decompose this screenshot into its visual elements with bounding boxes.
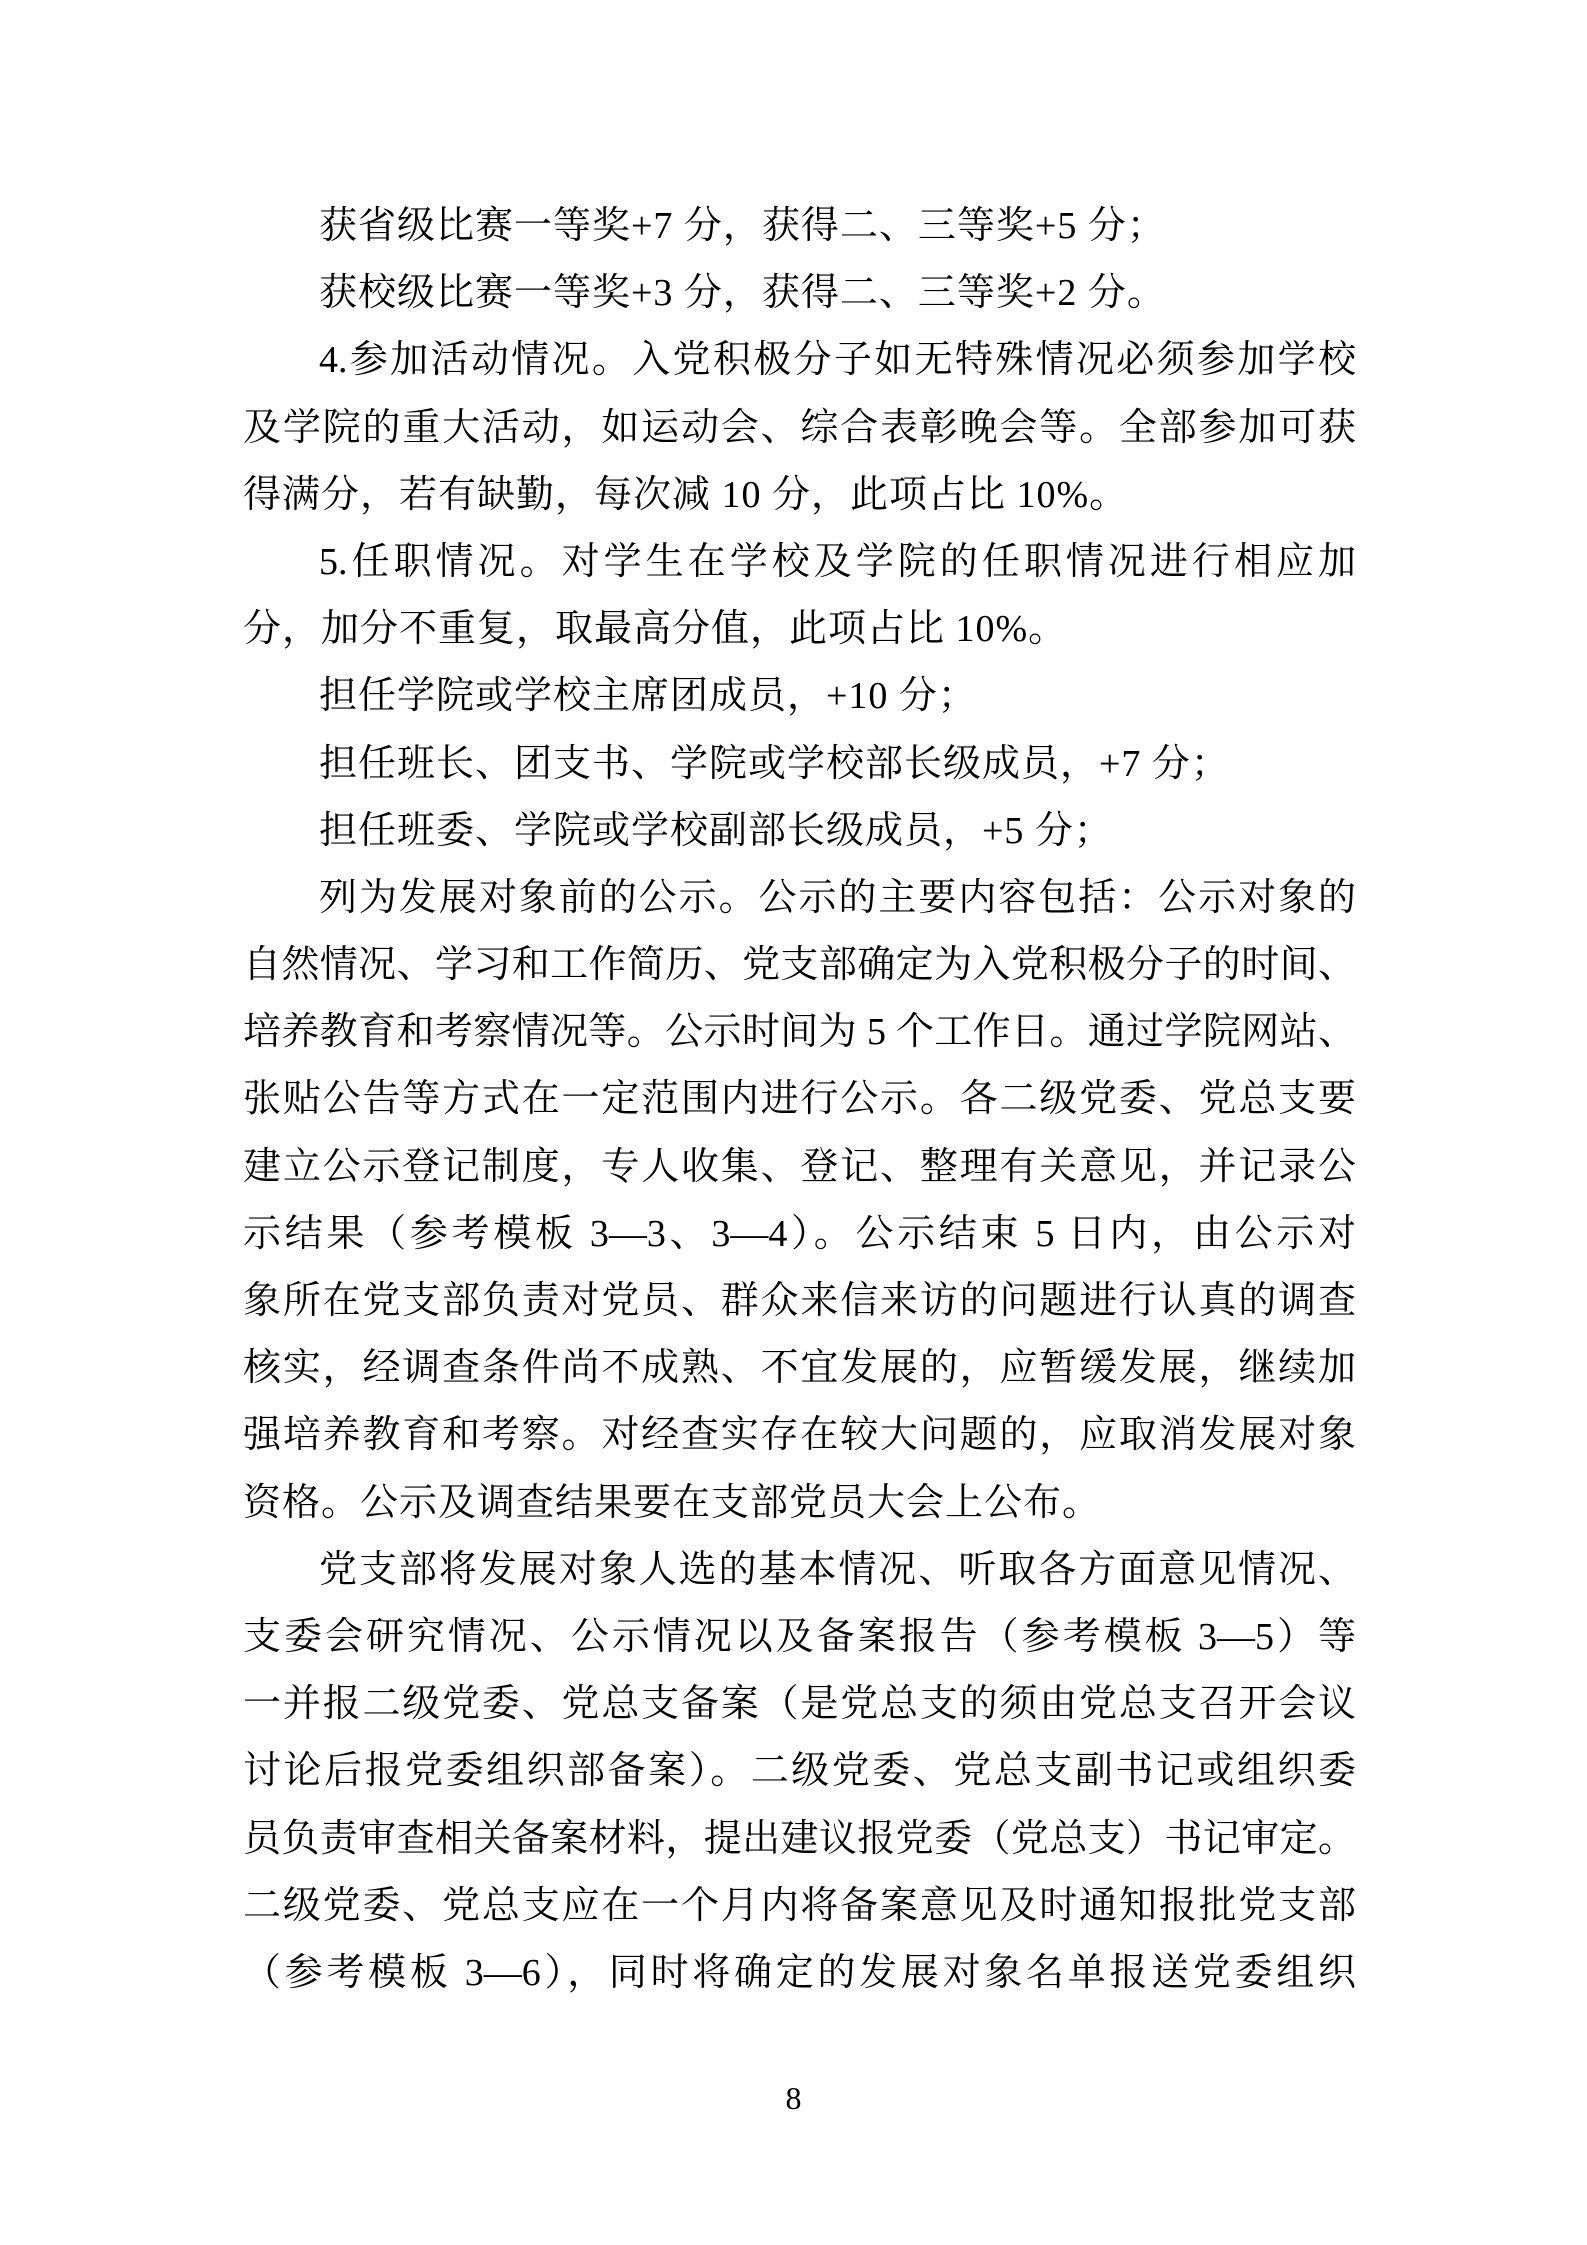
text-line: 担任班委、学院或学校副部长级成员，+5 分； xyxy=(319,809,1113,852)
page-number: 8 xyxy=(785,2080,802,2116)
text-line: 及学院的重大活动，如运动会、综合表彰晚会等。全部参加可获 xyxy=(243,406,1356,449)
text-line: 员负责审查相关备案材料，提出建议报党委（党总支）书记审定。 xyxy=(243,1817,1356,1860)
text-line: 担任班长、团支书、学院或学校部长级成员，+7 分； xyxy=(319,742,1230,785)
text-line: 象所在党支部负责对党员、群众来信来访的问题进行认真的调查 xyxy=(243,1280,1356,1322)
text-line: （参考模板 3—6），同时将确定的发展对象名单报送党委组织 xyxy=(243,1951,1356,1994)
text-line: 二级党委、党总支应在一个月内将备案意见及时通知报批党支部 xyxy=(243,1884,1356,1927)
text-line: 建立公示登记制度，专人收集、登记、整理有关意见，并记录公 xyxy=(243,1145,1356,1188)
text-line: 核实，经调查条件尚不成熟、不宜发展的，应暂缓发展，继续加 xyxy=(243,1347,1356,1390)
text-line: 分，加分不重复，取最高分值，此项占比 10%。 xyxy=(243,608,1068,651)
text-line: 4.参加活动情况。入党积极分子如无特殊情况必须参加学校 xyxy=(319,339,1356,382)
text-line: 列为发展对象前的公示。公示的主要内容包括：公示对象的 xyxy=(319,876,1356,919)
text-line: 党支部将发展对象人选的基本情况、听取各方面意见情况、 xyxy=(319,1548,1356,1591)
text-line: 培养教育和考察情况等。公示时间为 5 个工作日。通过学院网站、 xyxy=(243,1011,1356,1054)
text-line: 支委会研究情况、公示情况以及备案报告（参考模板 3—5）等 xyxy=(243,1615,1356,1658)
text-line: 一并报二级党委、党总支备案（是党总支的须由党总支召开会议 xyxy=(243,1683,1356,1726)
text-line: 资格。公示及调查结果要在支部党员大会上公布。 xyxy=(243,1481,1102,1524)
text-line: 自然情况、学习和工作简历、党支部确定为入党积极分子的时间、 xyxy=(243,944,1356,987)
text-line: 示结果（参考模板 3—3、3—4）。公示结束 5 日内，由公示对 xyxy=(243,1212,1356,1255)
text-line: 获省级比赛一等奖+7 分，获得二、三等奖+5 分； xyxy=(319,205,1166,247)
text-line: 获校级比赛一等奖+3 分，获得二、三等奖+2 分。 xyxy=(319,272,1166,315)
text-line: 担任学院或学校主席团成员，+10 分； xyxy=(319,675,977,718)
text-line: 强培养教育和考察。对经查实存在较大问题的，应取消发展对象 xyxy=(243,1414,1356,1457)
text-line: 得满分，若有缺勤，每次减 10 分，此项占比 10%。 xyxy=(243,473,1129,516)
document-body xyxy=(243,193,1356,2007)
text-line: 讨论后报党委组织部备案）。二级党委、党总支副书记或组织委 xyxy=(243,1750,1356,1793)
text-line: 5.任职情况。对学生在学校及学院的任职情况进行相应加 xyxy=(319,540,1356,583)
text-line: 张贴公告等方式在一定范围内进行公示。各二级党委、党总支要 xyxy=(243,1078,1356,1121)
